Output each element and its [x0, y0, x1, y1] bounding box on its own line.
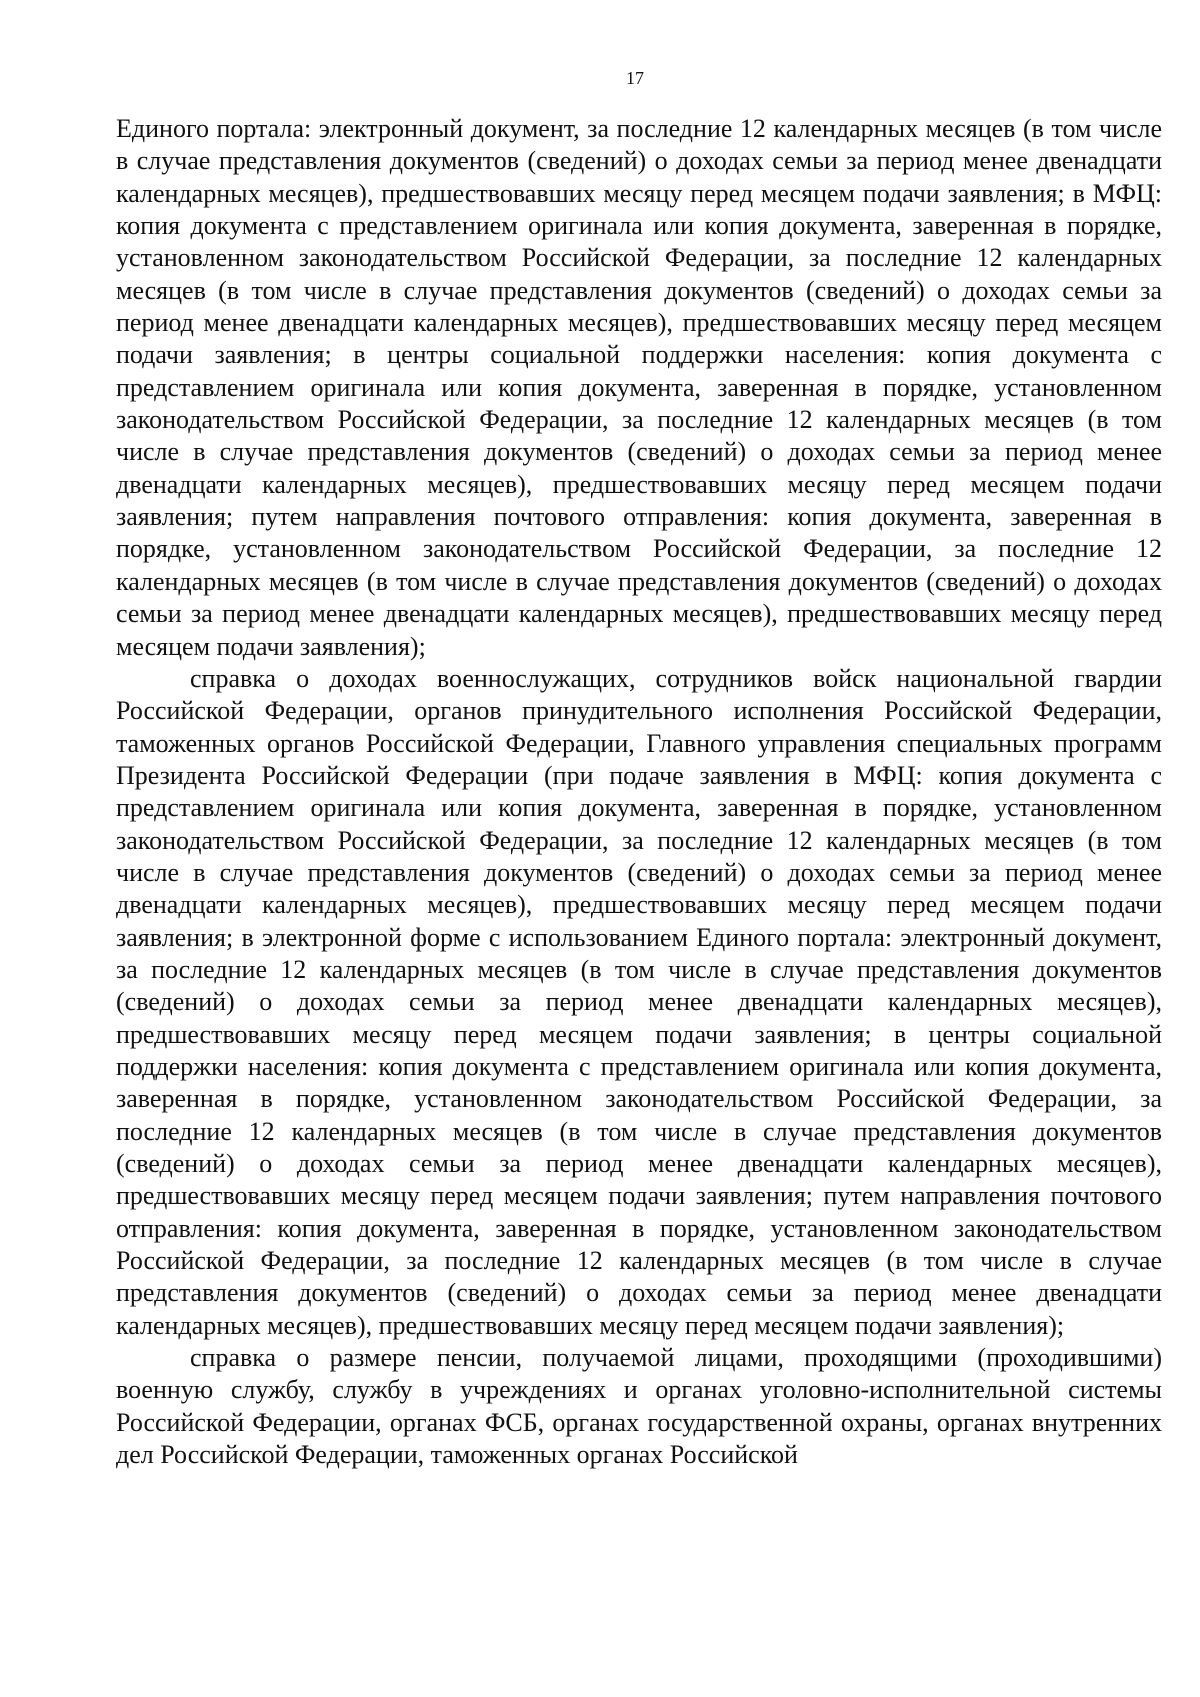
paragraph-military-income-certificate: справка о доходах военнослужащих, сотрудников войск национальной гвардии Российской Федерации, органов принудительного исполнения Российской Федерации, таможенных органов Российской Федерации, Главного управления специальных программ Президента Российской Федерации (при подаче заявления в МФЦ: копия документа с представлением оригинала или копия документа, заверенная в порядке, установленном законодательством Российской Федерации, за последние 12 календарных месяцев (в том числе в случае представления документов (сведений) о доходах семьи за период менее двенадцати календарных месяцев), предшествовавших месяцу перед месяцем подачи заявления; в электронной форме с использованием Единого портала: электронный документ, за последние 12 календарных месяцев (в том числе в случае представления документов (сведений) о доходах семьи за период менее двенадцати календарных месяцев), предшествовавших месяцу перед месяцем подачи заявления; в центры социальной поддержки населения: копия документа с представлением оригинала или копия документа, заверенная в порядке, установленном законодательством Российской Федерации, за последние 12 календарных месяцев (в том числе в случае представления документов (сведений) о доходах семьи за период менее двенадцати календарных месяцев), предшествовавших месяцу перед месяцем подачи заявления; путем направления почтового отправления: копия документа, заверенная в порядке, установленном законодательством Российской Федерации, за последние 12 календарных месяцев (в том числе в случае представления документов (сведений) о доходах семьи за период менее двенадцати календарных месяцев), предшествовавших месяцу перед месяцем подачи заявления); [116, 663, 1162, 1340]
document-body [116, 113, 1162, 1471]
page-number: 17 [626, 68, 644, 88]
paragraph-continuation: Единого портала: электронный документ, за последние 12 календарных месяцев (в том числе в случае представления документов (сведений) о доходах семьи за период менее двенадцати календарных месяцев), предшествовавших месяцу перед месяцем подачи заявления; в МФЦ: копия документа с представлением оригинала или копия документа, заверенная в порядке, установленном законодательством Российской Федерации, за последние 12 календарных месяцев (в том числе в случае представления документов (сведений) о доходах семьи за период менее двенадцати календарных месяцев), предшествовавших месяцу перед месяцем подачи заявления; в центры социальной поддержки населения: копия документа с представлением оригинала или копия документа, заверенная в порядке, установленном законодательством Российской Федерации, за последние 12 календарных месяцев (в том числе в случае представления документов (сведений) о доходах семьи за период менее двенадцати календарных месяцев), предшествовавших месяцу перед месяцем подачи заявления; путем направления почтового отправления: копия документа, заверенная в порядке, установленном законодательством Российской Федерации, за последние 12 календарных месяцев (в том числе в случае представления документов (сведений) о доходах семьи за период менее двенадцати календарных месяцев), предшествовавших месяцу перед месяцем подачи заявления); [116, 114, 1162, 661]
paragraph-pension-certificate: справка о размере пенсии, получаемой лицами, проходящими (проходившими) военную службу, службу в учреждениях и органах уголовно-исполнительной системы Российской Федерации, органах ФСБ, органах государственной охраны, органах внутренних дел Российской Федерации, таможенных органах Российской [116, 1343, 1162, 1470]
